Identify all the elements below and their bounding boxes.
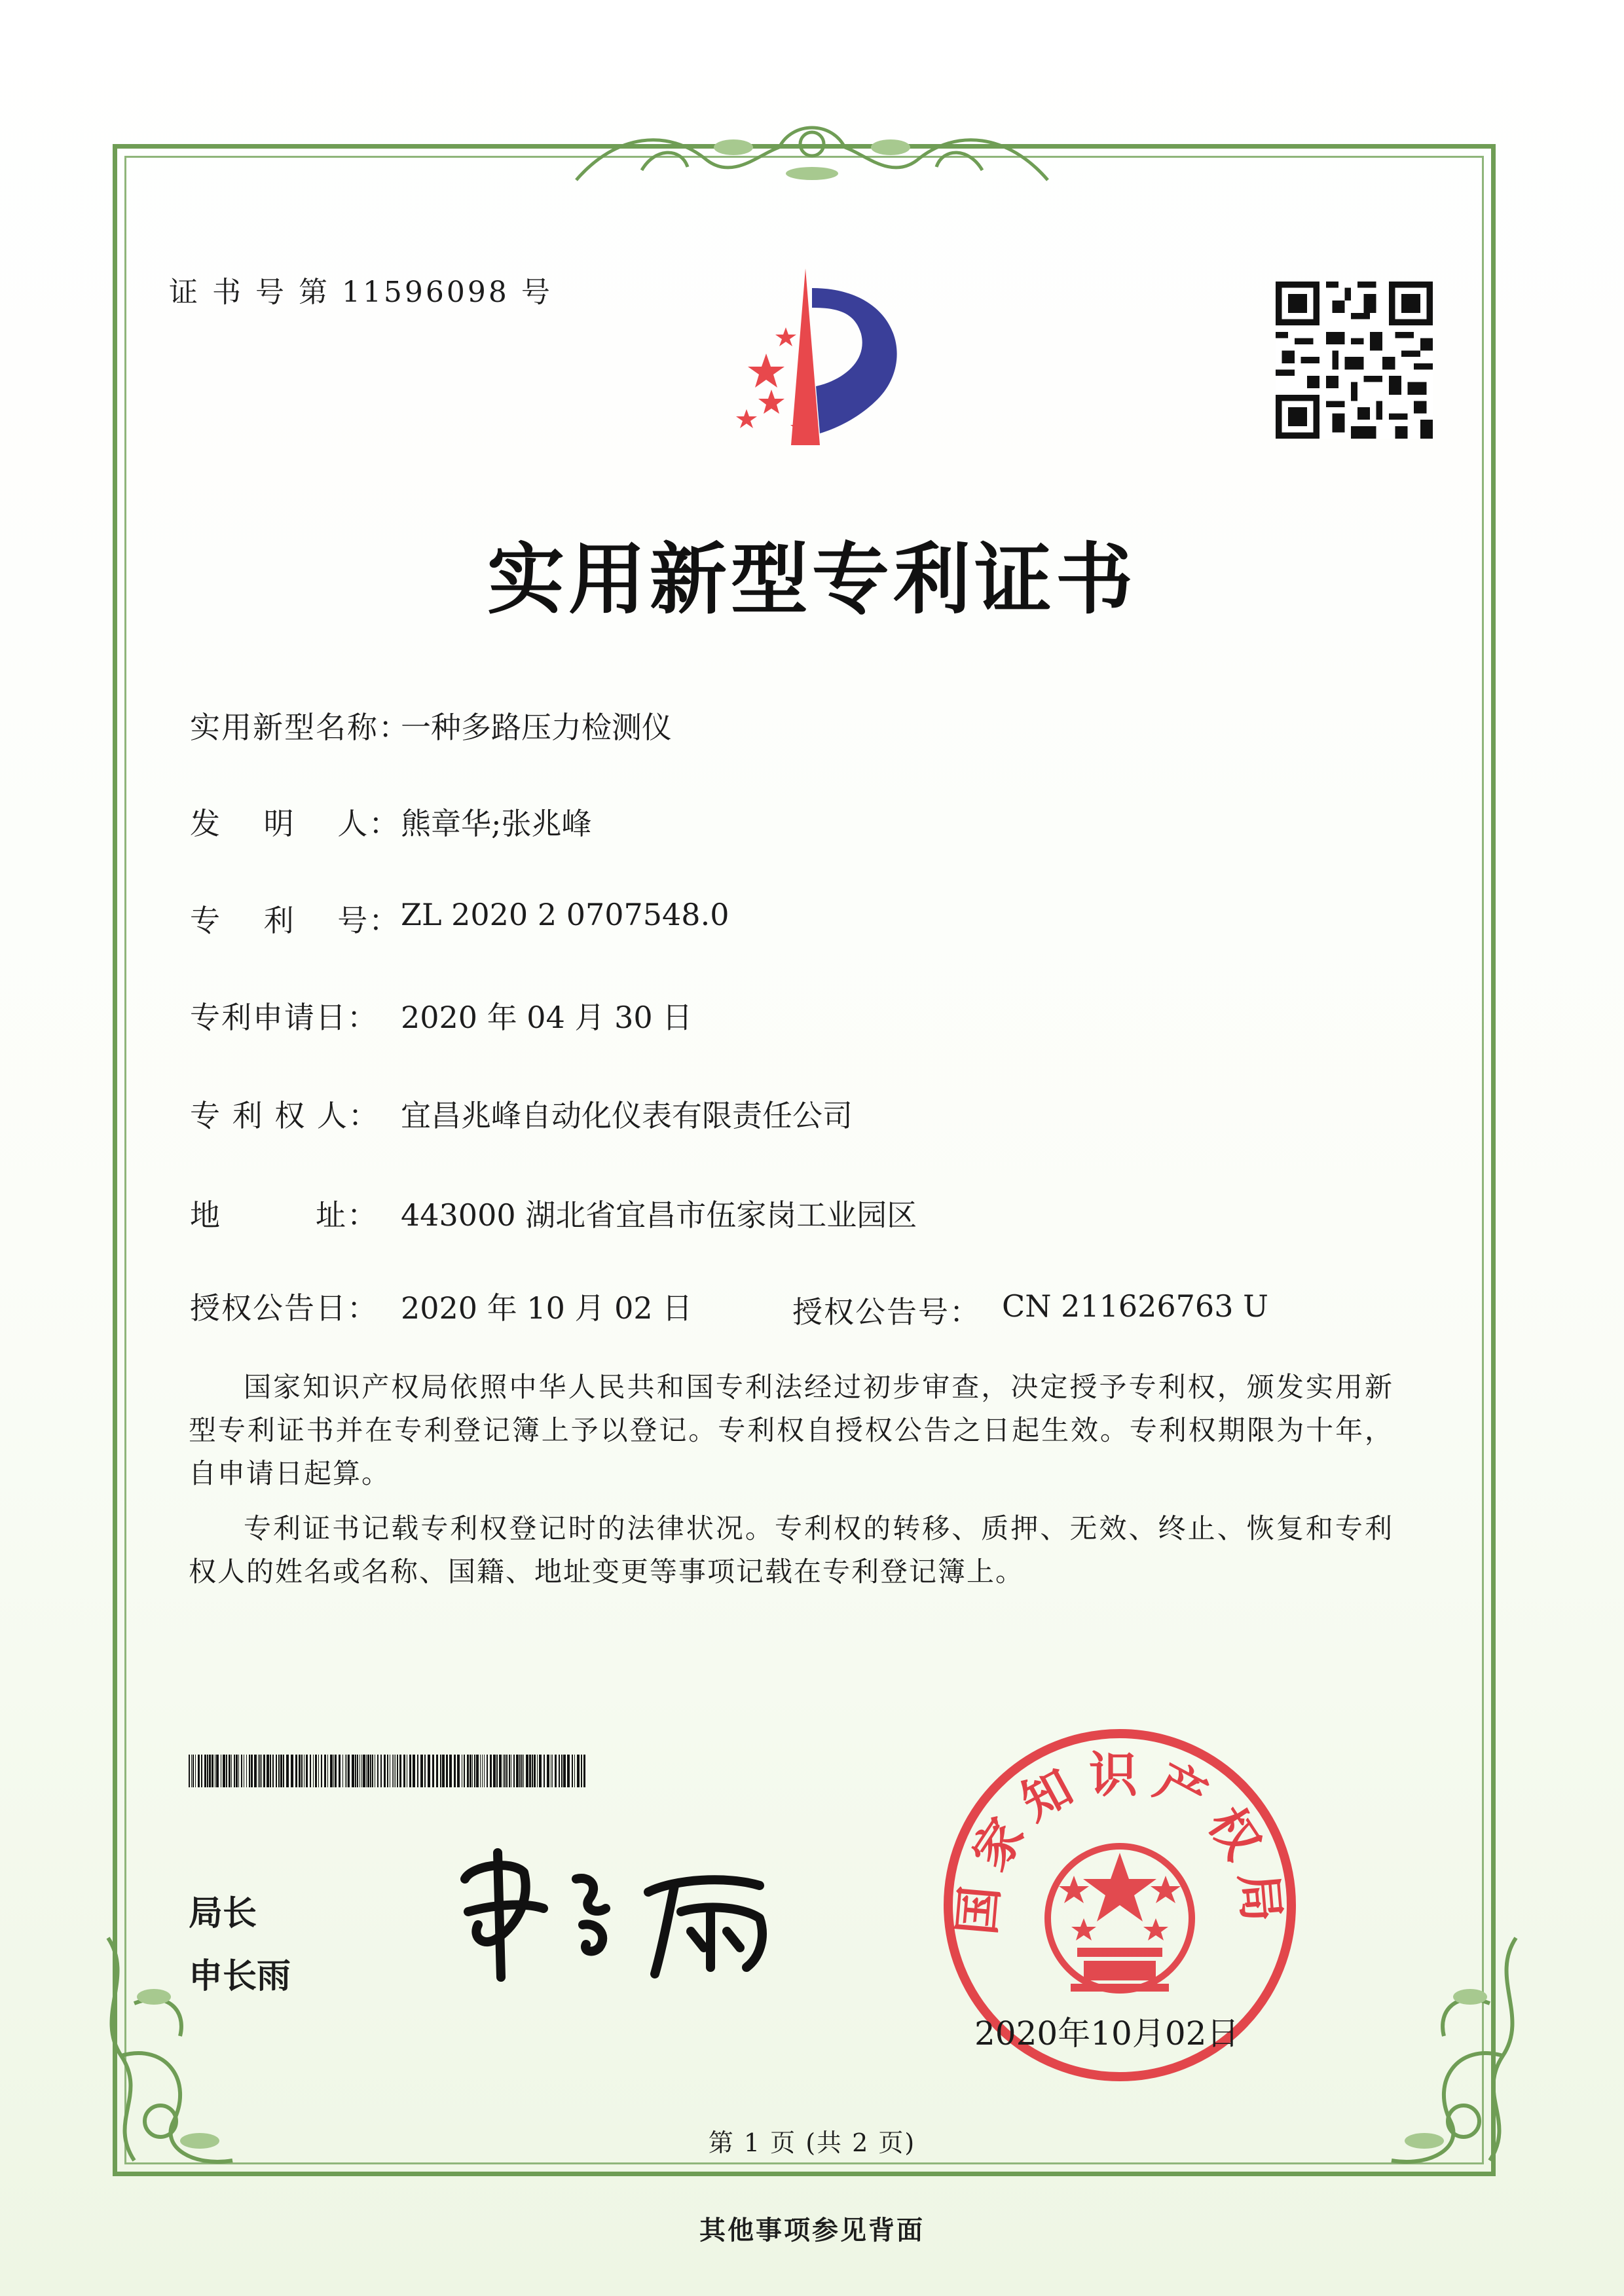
director-title: 局长 [189,1894,257,1933]
certificate-number: 证 书 号 第 11596098 号 [169,276,553,309]
utility-model-name-label: 实用新型名称： [190,710,410,745]
top-ornament [563,108,1061,193]
legal-status-paragraph: 专利证书记载专利权登记时的法律状况。专利权的转移、质押、无效、终止、恢复和专利权人的姓名或名称、国籍、地址变更等事项记载在专利登记簿上。 [189,1512,1393,1588]
grant-date-value: 2020 年 10 月 02 日 [401,1290,693,1326]
director-name: 申长雨 [189,1957,291,1996]
certificate-title: 实用新型专利证书 [487,534,1137,625]
address-value: 443000 湖北省宜昌市伍家岗工业园区 [401,1197,917,1233]
director-signature [452,1840,792,1984]
footer-note: 其他事项参见背面 [699,2215,925,2246]
application-date-value: 2020 年 04 月 30 日 [401,1000,693,1035]
grant-number-value: CN 211626763 U [1002,1288,1268,1324]
qr-code-icon [1276,282,1433,439]
grant-statement-paragraph: 国家知识产权局依照中华人民共和国专利法经过初步审查，决定授予专利权，颁发实用新型专利证书并在专利登记簿上予以登记。专利权自授权公告之日起生效。专利权期限为十年，自申请日起算。 [189,1371,1393,1489]
grant-date-label: 授权公告日： [190,1290,378,1326]
seal-date: 2020年10月02日 [974,2014,1240,2052]
patent-number-value: ZL 2020 2 0707548.0 [401,897,729,932]
patentee-value: 宜昌兆峰自动化仪表有限责任公司 [401,1098,853,1133]
patent-number-label: 专 利 号： [190,903,401,938]
grant-number-label: 授权公告号： [792,1294,981,1330]
inventor-value: 熊章华;张兆峰 [401,806,592,841]
svg-text:国家知识产权局 [949,1747,1291,1937]
patentee-label: 专 利 权 人： [190,1098,380,1133]
cnipa-emblem-icon [681,262,930,452]
barcode-icon [189,1755,588,1787]
application-date-label: 专利申请日： [190,1000,378,1035]
address-label: 地 址： [190,1197,378,1233]
seal-text: 国家知识产权局 [948,1747,1291,1937]
utility-model-name-value: 一种多路压力检测仪 [401,710,672,745]
page-number: 第 1 页 (共 2 页) [708,2128,916,2157]
inventor-label: 发 明 人： [190,806,401,841]
